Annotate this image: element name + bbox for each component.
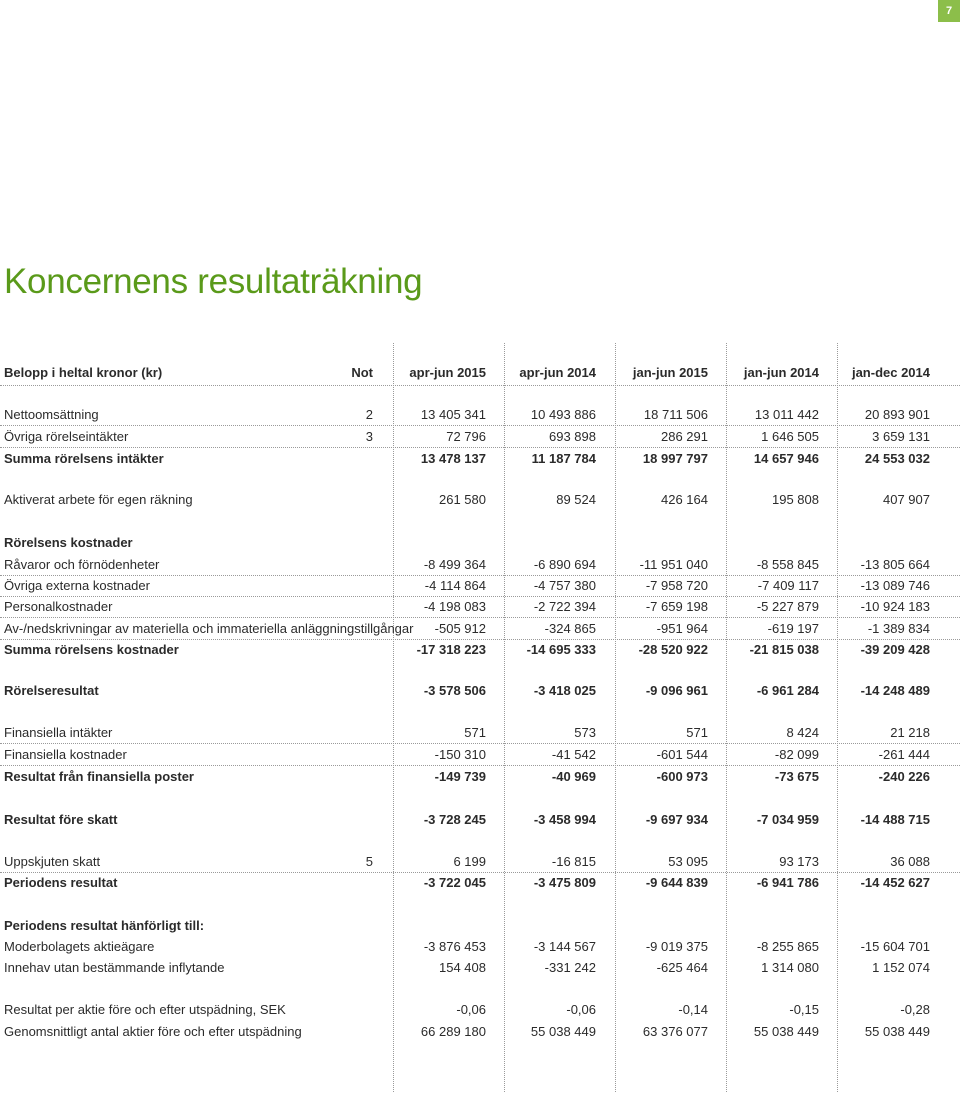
row-value: 1 314 080: [761, 960, 819, 975]
row-value: -39 209 428: [860, 642, 930, 657]
table-row: [0, 1022, 960, 1042]
row-value: -149 739: [434, 769, 486, 784]
row-value: -8 255 865: [756, 939, 819, 954]
row-value: -9 096 961: [645, 683, 708, 698]
row-label: Aktiverat arbete för egen räkning: [4, 492, 193, 507]
table-row: [0, 619, 960, 640]
row-value: -3 876 453: [423, 939, 486, 954]
row-value: -6 941 786: [756, 875, 819, 890]
row-value: 24 553 032: [864, 451, 930, 466]
row-value: -7 659 198: [645, 599, 708, 614]
row-value: 20 893 901: [864, 407, 930, 422]
row-value: -0,15: [789, 1002, 819, 1017]
row-value: 407 907: [883, 492, 930, 507]
row-value: 1 646 505: [761, 429, 819, 444]
row-label: Övriga rörelseintäkter: [4, 429, 129, 444]
row-value: -3 578 506: [423, 683, 486, 698]
row-label: Finansiella intäkter: [4, 725, 113, 740]
row-value: 66 289 180: [420, 1024, 486, 1039]
row-value: -14 488 715: [860, 812, 930, 827]
row-value: -8 499 364: [423, 557, 486, 572]
row-value: -505 912: [434, 621, 486, 636]
row-value: -0,14: [678, 1002, 708, 1017]
row-value: 53 095: [668, 854, 708, 869]
row-value: -324 865: [544, 621, 596, 636]
row-label: Uppskjuten skatt: [4, 854, 101, 869]
row-value: -4 198 083: [423, 599, 486, 614]
table-header: [0, 363, 960, 386]
row-value: 154 408: [439, 960, 486, 975]
row-label: Resultat från finansiella poster: [4, 769, 194, 784]
row-label: Periodens resultat: [4, 875, 118, 890]
row-value: 1 152 074: [872, 960, 930, 975]
row-value: -600 973: [656, 769, 708, 784]
row-value: -2 722 394: [533, 599, 596, 614]
row-value: -240 226: [878, 769, 930, 784]
row-value: -4 114 864: [424, 578, 486, 593]
row-value: -5 227 879: [756, 599, 819, 614]
row-note: 3: [365, 429, 373, 444]
row-value: -16 815: [551, 854, 596, 869]
row-value: 573: [574, 725, 596, 740]
row-value: -13 805 664: [860, 557, 930, 572]
row-value: 93 173: [779, 854, 819, 869]
table-row: [0, 745, 960, 766]
row-value: -3 728 245: [423, 812, 486, 827]
row-value: 18 711 506: [643, 407, 708, 422]
row-value: 286 291: [661, 429, 708, 444]
row-value: -601 544: [656, 747, 708, 762]
row-value: -331 242: [544, 960, 596, 975]
row-label: Nettoomsättning: [4, 407, 99, 422]
row-value: 13 011 442: [754, 407, 819, 422]
table-row: [0, 490, 960, 510]
row-value: -40 969: [551, 769, 596, 784]
row-value: 36 088: [890, 854, 930, 869]
table-row: [0, 873, 960, 893]
row-value: 571: [686, 725, 708, 740]
row-value: 89 524: [556, 492, 596, 507]
row-value: -17 318 223: [416, 642, 486, 657]
row-value: 571: [464, 725, 486, 740]
row-label: Finansiella kostnader: [4, 747, 127, 762]
table-row: [0, 723, 960, 744]
table-row: [0, 405, 960, 426]
row-value: -0,28: [900, 1002, 930, 1017]
page-title: Koncernens resultaträkning: [4, 262, 423, 301]
row-value: -9 019 375: [645, 939, 708, 954]
row-value: -13 089 746: [860, 578, 930, 593]
row-value: 72 796: [446, 429, 486, 444]
row-value: -41 542: [551, 747, 596, 762]
row-label: Råvaror och förnödenheter: [4, 557, 160, 572]
row-value: 3 659 131: [872, 429, 930, 444]
row-value: -11 951 040: [639, 557, 708, 572]
row-label: Rörelsens kostnader: [4, 535, 133, 550]
row-label: Periodens resultat hänförligt till:: [4, 918, 205, 933]
row-value: -6 961 284: [756, 683, 819, 698]
table-row: [0, 555, 960, 576]
row-value: -261 444: [878, 747, 930, 762]
header-col: jan-dec 2014: [851, 365, 930, 380]
row-value: -3 418 025: [533, 683, 596, 698]
row-label: Av-/nedskrivningar av materiella och immateriella anläggningstillgångar: [4, 621, 414, 636]
row-value: -0,06: [456, 1002, 486, 1017]
row-value: -82 099: [774, 747, 819, 762]
table-row: [0, 916, 960, 936]
row-value: 63 376 077: [642, 1024, 708, 1039]
row-value: -21 815 038: [749, 642, 819, 657]
header-col: jan-jun 2014: [743, 365, 819, 380]
table-row: [0, 597, 960, 618]
row-value: -3 458 994: [533, 812, 596, 827]
row-value: 8 424: [786, 725, 819, 740]
table-row: [0, 937, 960, 957]
row-value: -7 409 117: [757, 578, 819, 593]
row-value: -7 034 959: [756, 812, 819, 827]
table-row: [0, 576, 960, 597]
row-value: -1 389 834: [867, 621, 930, 636]
row-value: 693 898: [549, 429, 596, 444]
table-row: [0, 810, 960, 830]
row-value: 55 038 449: [753, 1024, 819, 1039]
table-row: [0, 533, 960, 553]
header-note: Not: [351, 365, 373, 380]
table-row: [0, 681, 960, 701]
row-label: Övriga externa kostnader: [4, 578, 150, 593]
row-label: Resultat per aktie före och efter utspädning, SEK: [4, 1002, 286, 1017]
row-value: -6 890 694: [533, 557, 596, 572]
row-value: -9 644 839: [645, 875, 708, 890]
table-row: [0, 449, 960, 469]
row-value: 18 997 797: [642, 451, 708, 466]
page-number: 7: [938, 0, 960, 22]
row-note: 2: [365, 407, 373, 422]
row-value: -4 757 380: [533, 578, 596, 593]
row-value: 13 478 137: [420, 451, 486, 466]
row-value: -10 924 183: [860, 599, 930, 614]
row-value: 10 493 886: [530, 407, 596, 422]
row-value: -9 697 934: [645, 812, 708, 827]
row-value: -3 722 045: [423, 875, 486, 890]
row-value: -28 520 922: [638, 642, 708, 657]
row-value: -15 604 701: [860, 939, 930, 954]
row-value: 6 199: [453, 854, 486, 869]
row-value: -3 144 567: [533, 939, 596, 954]
row-value: -14 248 489: [860, 683, 930, 698]
header-label: Belopp i heltal kronor (kr): [4, 365, 163, 380]
row-label: Moderbolagets aktieägare: [4, 939, 155, 954]
row-value: -619 197: [767, 621, 819, 636]
row-label: Resultat före skatt: [4, 812, 118, 827]
row-value: 55 038 449: [530, 1024, 596, 1039]
row-label: Personalkostnader: [4, 599, 113, 614]
row-value: -951 964: [656, 621, 708, 636]
row-label: Genomsnittligt antal aktier före och efter utspädning: [4, 1024, 302, 1039]
row-value: -73 675: [774, 769, 819, 784]
table-row: [0, 852, 960, 873]
row-value: -8 558 845: [756, 557, 819, 572]
header-col: jan-jun 2015: [632, 365, 708, 380]
table-row: [0, 958, 960, 978]
row-label: Innehav utan bestämmande inflytande: [4, 960, 225, 975]
row-value: -14 452 627: [860, 875, 930, 890]
row-value: 55 038 449: [864, 1024, 930, 1039]
header-col: apr-jun 2014: [519, 365, 596, 380]
table-row: [0, 1000, 960, 1020]
table-row: [0, 640, 960, 660]
row-value: -3 475 809: [533, 875, 596, 890]
table-row: [0, 767, 960, 787]
row-value: 11 187 784: [531, 451, 596, 466]
row-label: Summa rörelsens kostnader: [4, 642, 179, 657]
row-label: Rörelseresultat: [4, 683, 99, 698]
row-value: 195 808: [772, 492, 819, 507]
row-value: 261 580: [439, 492, 486, 507]
header-col: apr-jun 2015: [409, 365, 486, 380]
row-value: -14 695 333: [526, 642, 596, 657]
row-value: -150 310: [434, 747, 486, 762]
row-value: -0,06: [566, 1002, 596, 1017]
row-value: 13 405 341: [420, 407, 486, 422]
row-note: 5: [365, 854, 373, 869]
table-row: [0, 427, 960, 448]
row-value: 14 657 946: [753, 451, 819, 466]
row-value: -625 464: [656, 960, 708, 975]
row-label: Summa rörelsens intäkter: [4, 451, 164, 466]
row-value: 426 164: [661, 492, 708, 507]
row-value: 21 218: [890, 725, 930, 740]
row-value: -7 958 720: [645, 578, 708, 593]
